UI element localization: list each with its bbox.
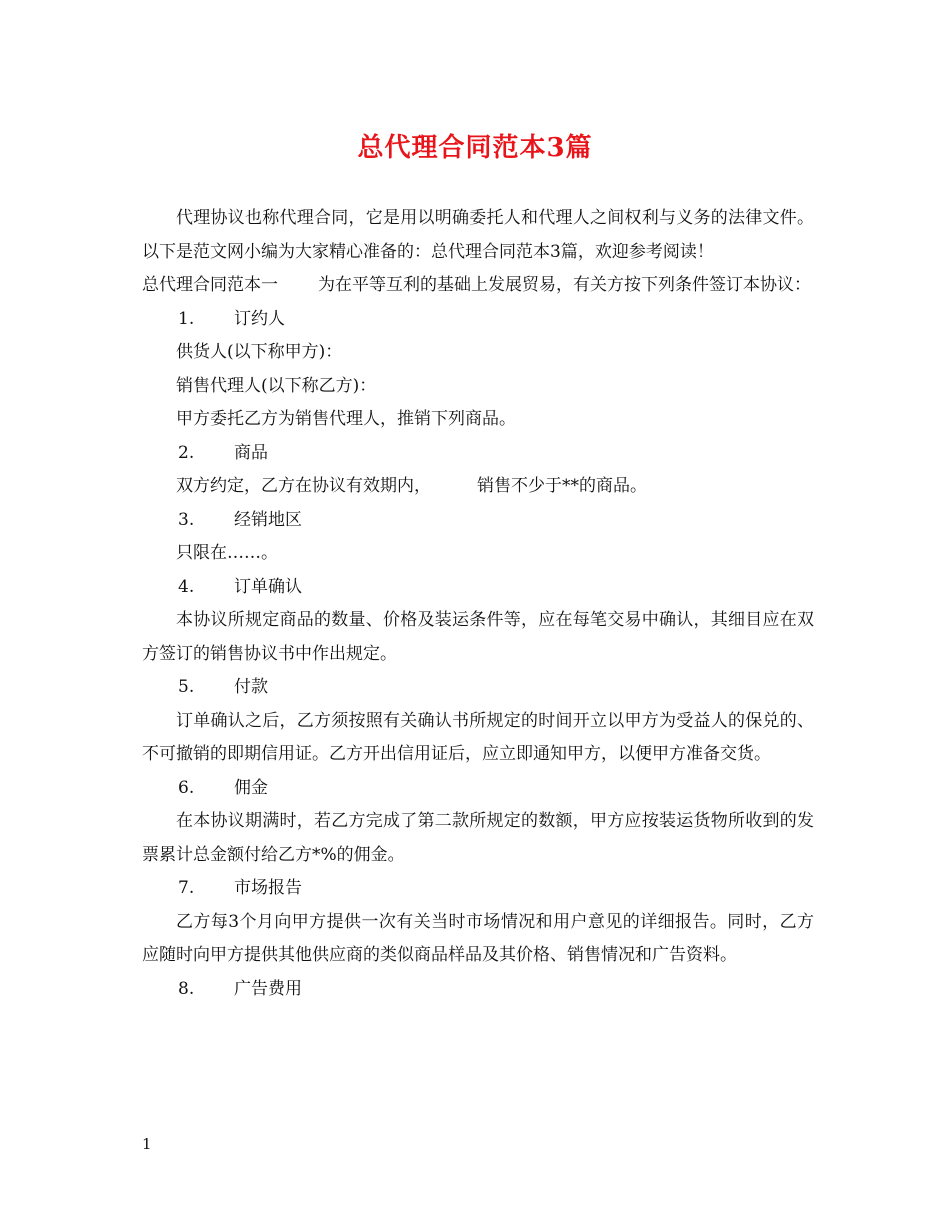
sales-agent-line: 销售代理人(以下称乙方)： (176, 375, 377, 396)
goods-paragraph (142, 470, 814, 504)
section-heading (142, 772, 814, 806)
section-number: 3. (178, 509, 195, 530)
contract-sample-label: 总代理合同范本一 (142, 275, 278, 295)
entrust-line: 甲方委托乙方为销售代理人，推销下列商品。 (176, 409, 516, 429)
section-title: 商品 (234, 442, 268, 463)
section-title: 订约人 (234, 308, 285, 329)
section-title: 广告费用 (234, 978, 302, 999)
section-heading (142, 671, 814, 705)
section-title: 付款 (234, 677, 268, 697)
section-number: 4. (178, 576, 195, 597)
section-title: 经销地区 (234, 509, 302, 530)
section-title: 市场报告 (234, 878, 302, 898)
intro-paragraph: 代理协议也称代理合同，它是用以明确委托人和代理人之间权利与义务的法律文件。以下是范文网小编为大家精心准备的：总代理合同范本3篇，欢迎参考阅读！ (142, 208, 814, 262)
intro-paragraph-2 (142, 269, 814, 303)
section-heading (142, 973, 814, 1007)
section-number: 7. (178, 878, 195, 898)
section-title: 订单确认 (234, 576, 302, 597)
page-number: 1 (142, 1135, 152, 1153)
section-heading (142, 872, 814, 906)
section-number: 1. (178, 308, 195, 329)
goods-text-a: 双方约定，乙方在协议有效期内， (176, 476, 431, 496)
section-title: 佣金 (234, 777, 268, 798)
section-heading (142, 571, 814, 605)
section-heading (142, 303, 814, 337)
section-number: 6. (178, 777, 195, 798)
commission-paragraph: 在本协议期满时，若乙方完成了第二款所规定的数额，甲方应按装运货物所收到的发票累计总金额付给乙方*%的佣金。 (142, 811, 814, 865)
supplier-line: 供货人(以下称甲方)： (176, 342, 343, 362)
payment-paragraph: 订单确认之后，乙方须按照有关确认书所规定的时间开立以甲方为受益人的保兑的、不可撤销的即期信用证。乙方开出信用证后，应立即通知甲方，以便甲方准备交货。 (142, 710, 814, 764)
region-paragraph: 只限在……。 (176, 543, 278, 563)
section-number: 2. (178, 442, 195, 463)
goods-text-b: 销售不少于**的商品。 (477, 476, 647, 496)
section-heading (142, 504, 814, 538)
agreement-preamble: 为在平等互利的基础上发展贸易，有关方按下列条件签订本协议： (318, 275, 811, 295)
document-body (142, 202, 814, 1006)
section-number: 8. (178, 978, 195, 999)
section-number: 5. (178, 677, 195, 697)
section-heading (142, 437, 814, 471)
order-confirmation-paragraph: 本协议所规定商品的数量、价格及装运条件等，应在每笔交易中确认，其细目应在双方签订的销售协议书中作出规定。 (142, 610, 814, 664)
market-report-paragraph: 乙方每3个月向甲方提供一次有关当时市场情况和用户意见的详细报告。同时，乙方应随时向甲方提供其他供应商的类似商品样品及其价格、销售情况和广告资料。 (142, 911, 814, 965)
document-title: 总代理合同范本3篇 (357, 133, 593, 163)
